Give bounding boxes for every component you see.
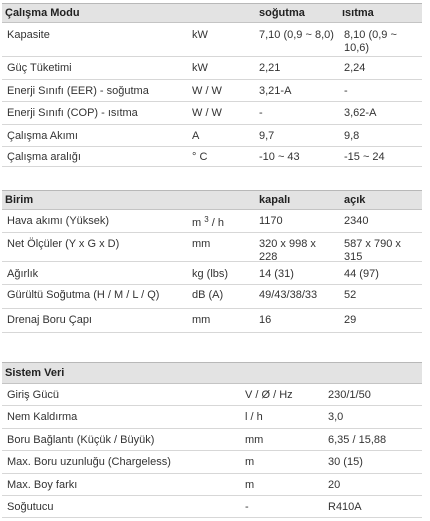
row-unit: l / h [245, 411, 263, 423]
row-col1: 14 (31) [259, 268, 294, 280]
table-row [2, 23, 422, 57]
table-row [2, 262, 422, 285]
row-label: Gürültü Soğutma (H / M / L / Q) [7, 289, 160, 301]
row-col1: - [259, 107, 263, 119]
row-col2: 8,10 (0,9 ~ 10,6) [344, 29, 397, 54]
row-label: Çalışma Akımı [7, 130, 78, 142]
row-unit: W / W [192, 85, 222, 97]
row-unit: m [245, 456, 255, 468]
row-label: Soğutucu [7, 501, 54, 513]
row-label: Giriş Gücü [7, 389, 59, 401]
row-unit: dB (A) [192, 289, 224, 301]
table-row [2, 57, 422, 80]
row-label: Max. Boy farkı [7, 479, 78, 491]
row-col1: 3,21-A [259, 85, 292, 97]
row-label: Net Ölçüler (Y x G x D) [7, 238, 120, 250]
row-col2: 2340 [344, 215, 369, 227]
row-label: Enerji Sınıfı (COP) - ısıtma [7, 107, 138, 119]
row-col2: 52 [344, 289, 357, 301]
table-row [2, 102, 422, 125]
row-label: Ağırlık [7, 268, 39, 280]
row-col1: -10 ~ 43 [259, 151, 300, 163]
row-col2: 29 [344, 314, 357, 326]
row-label: Kapasite [7, 29, 50, 41]
row-col1: 320 x 998 x 228 [259, 238, 316, 263]
row-value: 30 (15) [328, 456, 363, 468]
unit-spec-table [2, 190, 422, 339]
header-label: Birim [5, 194, 34, 206]
row-unit: ° C [192, 151, 208, 163]
table-row [2, 451, 422, 474]
row-value: 3,0 [328, 411, 344, 423]
row-label: Drenaj Boru Çapı [7, 314, 92, 326]
row-unit: mm [245, 434, 264, 446]
row-label: Güç Tüketimi [7, 62, 72, 74]
table-row [2, 80, 422, 102]
row-label: Enerji Sınıfı (EER) - soğutma [7, 85, 149, 97]
header-col1: soğutma [259, 7, 305, 19]
row-col1: 49/43/38/33 [259, 289, 318, 301]
table-row [2, 474, 422, 496]
table-header [2, 363, 422, 384]
row-col1: 1170 [259, 215, 283, 227]
row-unit: mm [192, 314, 211, 326]
row-col2: 2,24 [344, 62, 366, 74]
row-col2: -15 ~ 24 [344, 151, 385, 163]
table-row [2, 406, 422, 429]
row-label: Hava akımı (Yüksek) [7, 215, 110, 227]
header-label: Çalışma Modu [5, 7, 80, 19]
row-unit: kW [192, 29, 208, 41]
row-col1: 16 [259, 314, 272, 326]
row-unit: - [245, 501, 249, 513]
table-row [2, 309, 422, 333]
row-col2: - [344, 85, 348, 97]
row-value: R410A [328, 501, 362, 513]
table-row [2, 384, 422, 406]
table-row [2, 210, 422, 233]
header-label: Sistem Veri [5, 367, 65, 379]
table-row [2, 429, 422, 451]
table-row [2, 496, 422, 518]
header-col2: açık [344, 194, 366, 206]
row-label: Max. Boru uzunluğu (Chargeless) [7, 456, 171, 468]
row-col1: 2,21 [259, 62, 281, 74]
table-row [2, 147, 422, 167]
table-header [2, 191, 422, 210]
row-unit: A [192, 130, 200, 142]
header-col2: ısıtma [342, 7, 374, 19]
cooling-spec-table [2, 3, 422, 167]
row-label: Nem Kaldırma [7, 411, 78, 423]
row-col2: 587 x 790 x 315 [344, 238, 401, 263]
system-data-table [2, 362, 422, 518]
row-unit: kg (lbs) [192, 268, 229, 280]
table-row [2, 125, 422, 147]
row-col1: 7,10 (0,9 ~ 8,0) [259, 29, 334, 41]
row-value: 6,35 / 15,88 [328, 434, 387, 446]
row-col2: 3,62-A [344, 107, 377, 119]
table-row [2, 233, 422, 262]
row-label: Çalışma aralığı [7, 151, 81, 163]
table-header [2, 4, 422, 23]
row-col2: 9,8 [344, 130, 360, 142]
table-row [2, 285, 422, 309]
row-unit: W / W [192, 107, 222, 119]
row-label: Boru Bağlantı (Küçük / Büyük) [7, 434, 155, 446]
row-value: 230/1/50 [328, 389, 371, 401]
row-unit: m [245, 479, 255, 491]
row-value: 20 [328, 479, 341, 491]
header-col1: kapalı [259, 194, 291, 206]
row-unit: mm [192, 238, 211, 250]
row-unit: m $^3$ / h [192, 215, 224, 229]
row-col1: 9,7 [259, 130, 275, 142]
row-col2: 44 (97) [344, 268, 379, 280]
row-unit: V / Ø / Hz [245, 389, 293, 401]
row-unit: kW [192, 62, 208, 74]
